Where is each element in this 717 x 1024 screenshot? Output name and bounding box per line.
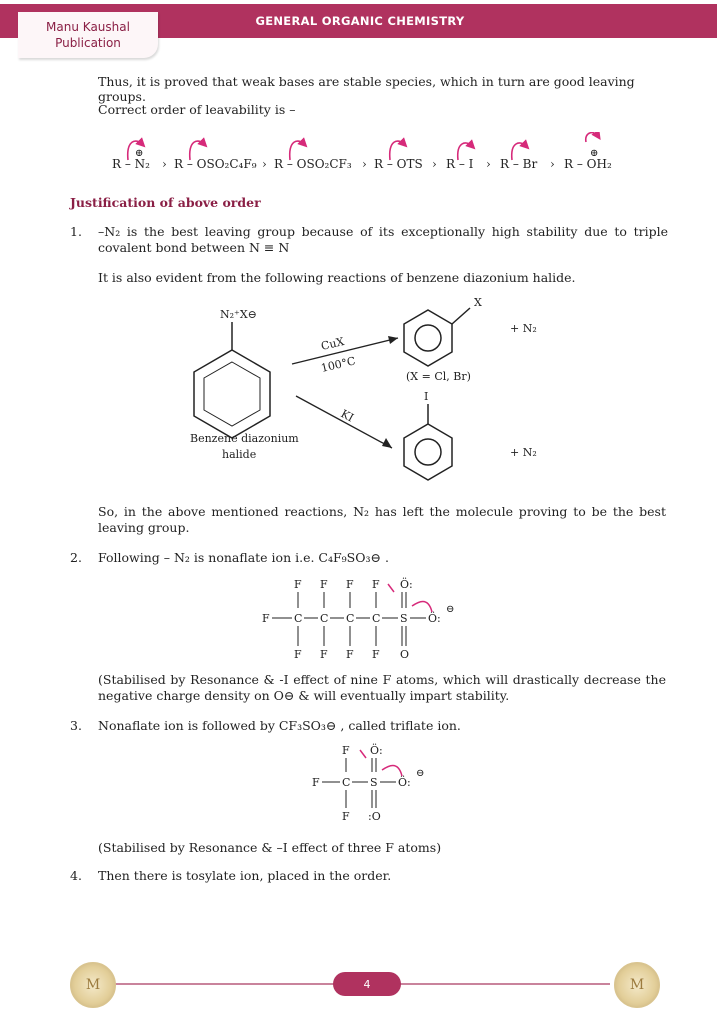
svg-text:F: F	[262, 612, 270, 625]
svg-text:⊖: ⊖	[416, 768, 425, 779]
group-n2: R – N₂	[112, 157, 150, 171]
leavability-order	[112, 132, 632, 178]
plus-charge: ⊕	[135, 148, 144, 159]
nonaflate-note: (Stabilised by Resonance & -I effect of nine F atoms, which will drastically decrease the negative charge density on O⊖ & will eventually impart stability.	[98, 672, 666, 703]
svg-text:Ö:: Ö:	[428, 612, 441, 625]
reaction-conclusion: So, in the above mentioned reactions, N₂ has left the molecule proving to be the best leaving group.	[98, 504, 666, 535]
reagent-cux: CuX	[319, 335, 346, 353]
group-triflate: R – OSO₂CF₃	[274, 157, 352, 171]
svg-text:F: F	[372, 648, 380, 661]
diazonium-group: N₂⁺X⊖	[220, 308, 257, 321]
product-ring-1	[404, 310, 452, 366]
svg-text:F: F	[346, 578, 354, 591]
svg-text:F: F	[320, 578, 328, 591]
triflate-structure	[308, 742, 438, 826]
curved-arrow	[586, 133, 598, 142]
product-ring-2	[404, 424, 452, 480]
svg-text:F: F	[294, 578, 302, 591]
resonance-arrow	[412, 602, 432, 613]
byproduct-n2: + N₂	[510, 322, 537, 335]
point-1	[70, 224, 670, 260]
svg-text:S: S	[400, 612, 408, 625]
byproduct-n2: + N₂	[510, 446, 537, 459]
svg-text:F: F	[312, 776, 320, 789]
group-bromide: R – Br	[500, 157, 538, 171]
resonance-arrow	[360, 750, 366, 758]
reaction-intro: It is also evident from the following reactions of benzene diazonium halide.	[98, 270, 576, 285]
item-text: Then there is tosylate ion, placed in the order.	[98, 868, 392, 883]
svg-text:Ö:: Ö:	[398, 776, 411, 789]
svg-text:⊖: ⊖	[446, 604, 455, 615]
item-number: 1.	[70, 224, 82, 239]
publisher-name: Manu Kaushal	[46, 20, 130, 34]
item-number: 3.	[70, 718, 82, 733]
publisher-logo-right	[614, 962, 660, 1008]
svg-text:F: F	[294, 648, 302, 661]
separator: ›	[432, 157, 437, 171]
svg-text:F: F	[320, 648, 328, 661]
point-2	[70, 550, 670, 568]
point-4	[70, 868, 670, 886]
item-number: 4.	[70, 868, 82, 883]
page-number: 4	[363, 977, 371, 991]
chapter-title: GENERAL ORGANIC CHEMISTRY	[255, 14, 465, 28]
reagent-ki: KI	[338, 407, 356, 425]
svg-text:O: O	[400, 648, 410, 661]
group-iodide: R – I	[446, 157, 474, 171]
group-ots: R – OTS	[374, 157, 423, 171]
separator: ›	[362, 157, 367, 171]
reagent-temp: 100°C	[319, 354, 357, 375]
svg-text:C: C	[342, 776, 351, 789]
nonaflate-structure	[258, 574, 488, 664]
svg-text:S: S	[370, 776, 378, 789]
svg-text:Ö:: Ö:	[400, 578, 413, 591]
svg-text:F: F	[372, 578, 380, 591]
order-intro: Correct order of leavability is –	[98, 102, 296, 117]
logo-letter: M	[629, 977, 645, 993]
item-text: Following – N₂ is nonaflate ion i.e. C₄F₉SO₃⊖ .	[98, 550, 389, 565]
point-3	[70, 718, 670, 736]
reactant-label: Benzene diazonium	[190, 432, 299, 445]
separator: ›	[550, 157, 555, 171]
benzene-ring	[194, 350, 270, 438]
publisher-subtitle: Publication	[55, 36, 121, 50]
svg-text:F: F	[342, 744, 350, 757]
publisher-tab	[18, 12, 158, 58]
separator: ›	[486, 157, 491, 171]
reaction-arrow-2	[296, 396, 392, 448]
triflate-note: (Stabilised by Resonance & –I effect of three F atoms)	[98, 840, 442, 855]
item-text: –N₂ is the best leaving group because of its exceptionally high stability due to triple covalent bond between N ≡ N	[98, 224, 668, 255]
svg-text:C: C	[320, 612, 329, 625]
diazonium-reaction-scheme	[180, 292, 580, 492]
item-text: Nonaflate ion is followed by CF₃SO₃⊖ , called triflate ion.	[98, 718, 461, 733]
resonance-arrow	[382, 766, 402, 777]
svg-text:F: F	[346, 648, 354, 661]
substituent-x: X	[474, 296, 482, 309]
separator: ›	[262, 157, 267, 171]
svg-text:Ö:: Ö:	[370, 744, 383, 757]
reactant-label: halide	[222, 448, 257, 461]
svg-text:C: C	[372, 612, 381, 625]
substituent-i: I	[424, 390, 429, 403]
plus-charge: ⊕	[590, 148, 599, 159]
svg-text::O: :O	[368, 810, 381, 823]
item-number: 2.	[70, 550, 82, 565]
page-number-badge	[333, 972, 401, 996]
x-note: (X = Cl, Br)	[406, 370, 471, 383]
svg-text:C: C	[294, 612, 303, 625]
svg-text:F: F	[342, 810, 350, 823]
group-oh2: R – OH₂	[564, 157, 612, 171]
section-heading: Justification of above order	[70, 195, 261, 210]
resonance-arrow	[388, 584, 394, 592]
intro-sentence: Thus, it is proved that weak bases are stable species, which in turn are good leaving groups.	[98, 74, 635, 104]
separator: ›	[162, 157, 167, 171]
logo-letter: M	[85, 977, 101, 993]
svg-text:C: C	[346, 612, 355, 625]
group-nonaflate: R – OSO₂C₄F₉	[174, 157, 257, 171]
publisher-logo-left	[70, 962, 116, 1008]
page-header	[0, 0, 717, 62]
